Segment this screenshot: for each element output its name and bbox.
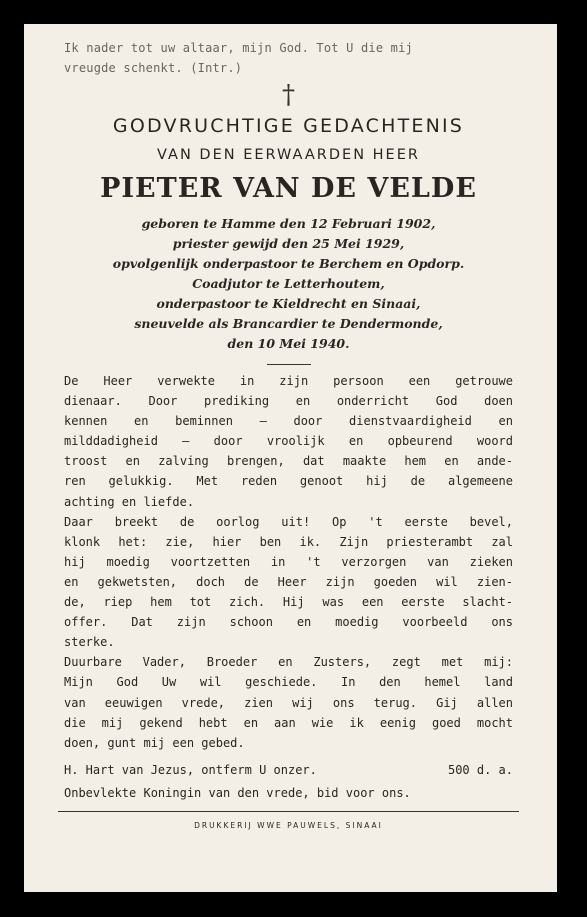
bio-line: onderpastoor te Kieldrecht en Sinaai, xyxy=(156,296,421,311)
text-line: Mijn God Uw wil geschiede. In den hemel land xyxy=(64,675,513,690)
card-title: GODVRUCHTIGE GEDACHTENIS xyxy=(112,115,465,137)
text-line: van eeuwigen vrede, zien wij ons terug. Gij allen xyxy=(64,695,513,710)
text-line: Duurbare Vader, Broeder en Zusters, zegt met mij: xyxy=(64,655,513,670)
text-line: hij moedig voortzetten in 't verzorgen van zieken xyxy=(64,554,513,569)
text-line: Daar breekt de oorlog uit! Op 't eerste bevel, xyxy=(64,514,513,529)
text-line: De Heer verwekte in zijn persoon een getrouwe xyxy=(64,374,513,388)
prayer-text: H. Hart van Jezus, ontferm U onzer. xyxy=(64,762,317,777)
indulgence: 500 d. a. xyxy=(447,762,513,777)
prayer-line xyxy=(64,782,513,805)
body-text xyxy=(64,371,513,753)
memorial-card xyxy=(24,24,557,892)
motto xyxy=(64,38,513,78)
biography xyxy=(64,214,513,354)
text-line: dienaar. Door prediking en onderricht God doen xyxy=(64,394,513,409)
bio-line: geboren te Hamme den 12 Februari 1902, xyxy=(141,216,436,231)
prayer-text: Onbevlekte Koningin van den vrede, bid voor ons. xyxy=(64,785,411,800)
text-line: die mij gekend hebt en aan wie ik eenig goed mocht xyxy=(64,715,513,730)
text-line: achting en liefde. xyxy=(64,494,195,509)
text-line: sterke. xyxy=(64,635,115,650)
text-line: en gekwetsten, doch de Heer zijn goeden wil zien- xyxy=(64,574,513,589)
text-line: offer. Dat zijn schoon en moedig voorbeeld ons xyxy=(64,615,513,630)
bio-line: sneuvelde als Brancardier te Dendermonde, xyxy=(134,316,443,331)
text-line: doen, gunt mij een gebed. xyxy=(64,735,245,750)
motto-line: vreugde schenkt. (Intr.) xyxy=(64,61,243,75)
cross-icon: † xyxy=(282,80,295,110)
text-line: kennen en beminnen — door dienstvaardigheid en xyxy=(64,414,513,429)
text-line: milddadigheid — door vroolijk en opbeurend woord xyxy=(64,434,513,449)
paragraph xyxy=(64,652,513,752)
footer-divider xyxy=(58,811,519,812)
deceased-name: PIETER VAN DE VELDE xyxy=(100,173,477,204)
bio-line: den 10 Mei 1940. xyxy=(227,336,350,351)
paragraph xyxy=(64,371,513,512)
separator-rule xyxy=(267,364,311,365)
motto-line: Ik nader tot uw altaar, mijn God. Tot U die mij xyxy=(64,41,413,55)
text-line: troost en zalving brengen, dat maakte hem en ande- xyxy=(64,454,513,469)
text-line: ren gelukkig. Met reden genoot hij de algemeene xyxy=(64,474,513,489)
bio-line: opvolgenlijk onderpastoor te Berchem en Opdorp. xyxy=(112,256,465,271)
bio-line: priester gewijd den 25 Mei 1929, xyxy=(172,236,405,251)
paragraph xyxy=(64,512,513,653)
text-line: klonk het: zie, hier ben ik. Zijn priesterambt zal xyxy=(64,534,513,549)
card-subtitle: VAN DEN EERWAARDEN HEER xyxy=(157,147,420,163)
prayers xyxy=(64,759,513,805)
text-line: de, riep hem tot zich. Hij was een eerste slacht- xyxy=(64,595,513,610)
prayer-line xyxy=(64,759,513,782)
printer-imprint: DRUKKERIJ WWE PAUWELS, SINAAI xyxy=(194,820,383,830)
bio-line: Coadjutor te Letterhoutem, xyxy=(192,276,385,291)
